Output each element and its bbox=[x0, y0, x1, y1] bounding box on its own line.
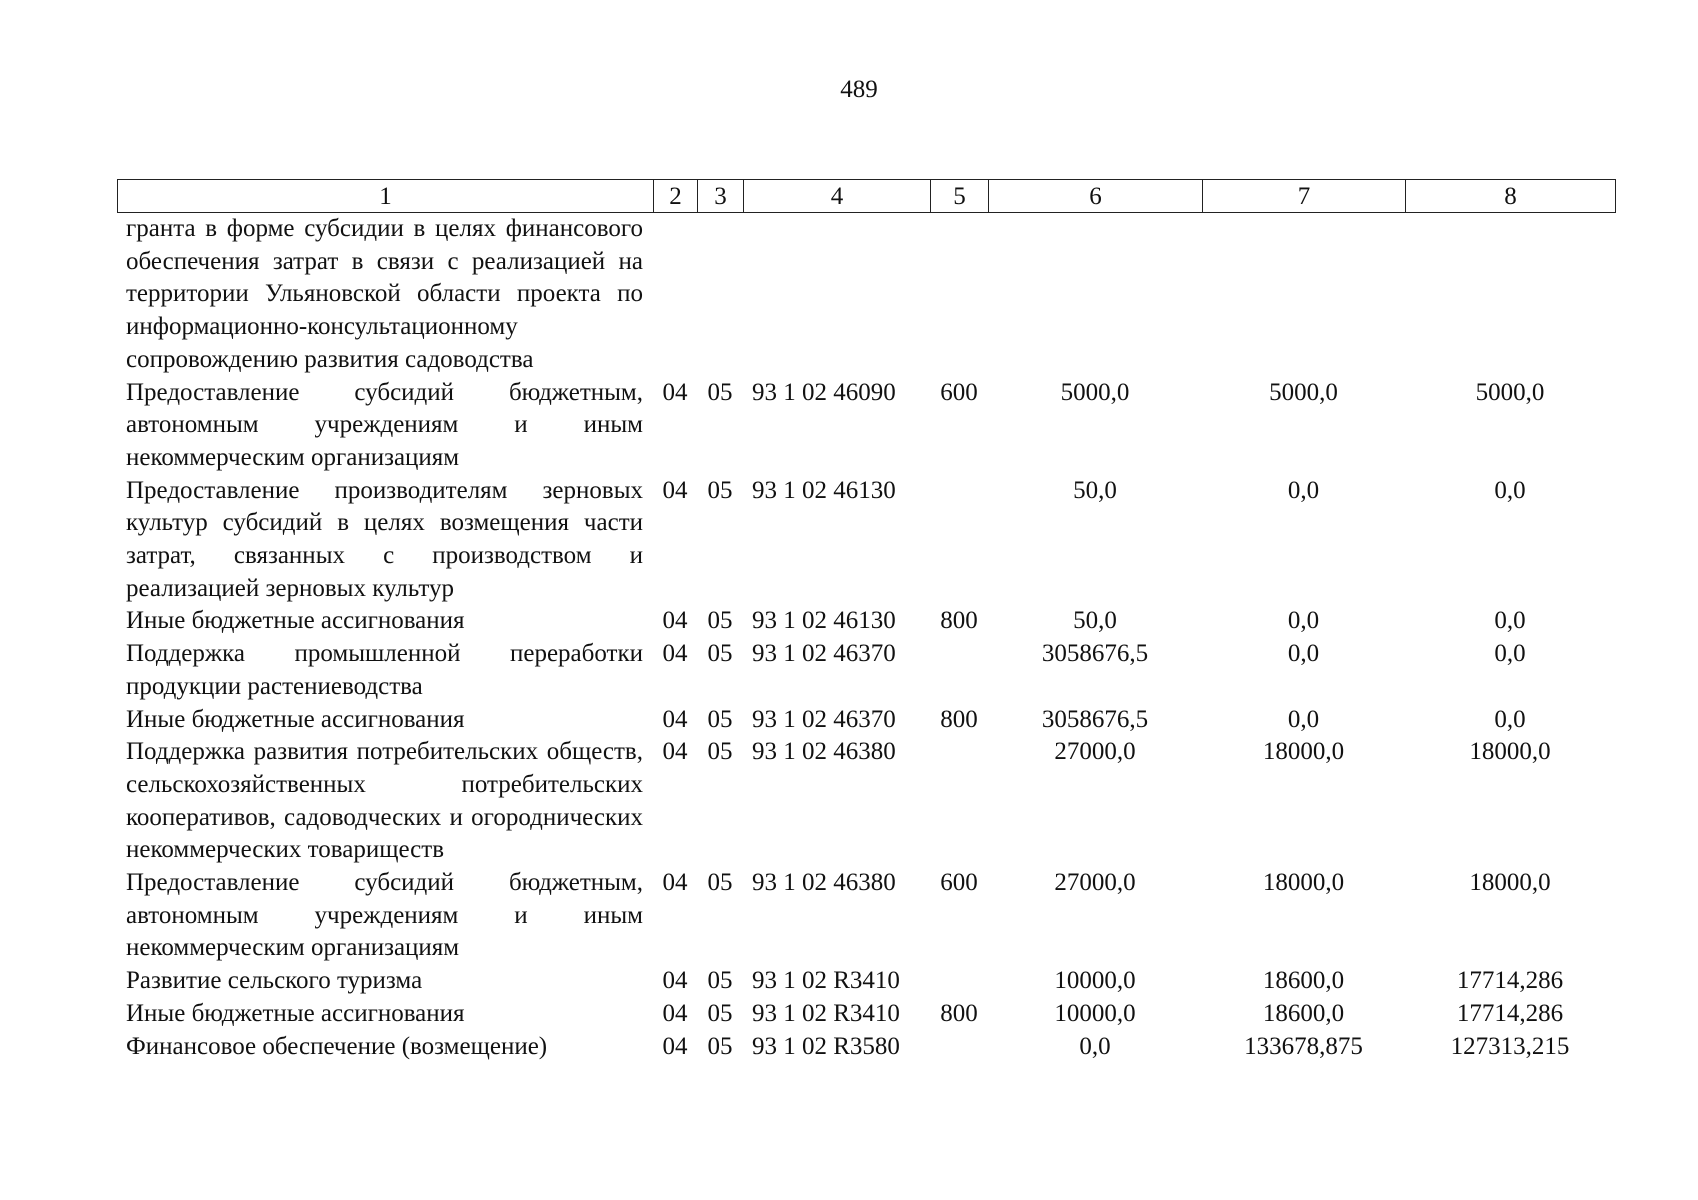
column-number-8: 8 bbox=[1406, 180, 1616, 213]
amount-col-8: 0,0 bbox=[1494, 476, 1526, 504]
amount-col-7: 133678,875 bbox=[1244, 1032, 1363, 1060]
subsection-code: 05 bbox=[707, 640, 733, 668]
section-code: 04 bbox=[662, 869, 688, 897]
section-code: 04 bbox=[662, 999, 688, 1027]
column-number-3: 3 bbox=[698, 180, 744, 213]
row-description: гранта в форме субсидии в целях финансового обеспечения затрат в связи с реализацией на территории Ульяновской области проекта по информационно-консультационному сопровождению развития садоводства bbox=[126, 215, 643, 373]
row-description: Иные бюджетные ассигнования bbox=[126, 705, 465, 733]
table-row bbox=[117, 998, 1615, 1031]
amount-col-8: 0,0 bbox=[1494, 705, 1526, 733]
expense-type-code: 600 bbox=[940, 378, 978, 406]
column-number-5: 5 bbox=[931, 180, 989, 213]
target-article-code: 93 1 02 46090 bbox=[752, 378, 896, 406]
section-code: 04 bbox=[662, 607, 688, 635]
amount-col-8: 0,0 bbox=[1494, 607, 1526, 635]
section-code: 04 bbox=[662, 705, 688, 733]
amount-col-6 bbox=[988, 213, 1202, 377]
amount-col-7: 0,0 bbox=[1287, 476, 1320, 504]
amount-col-8 bbox=[1405, 213, 1615, 377]
amount-col-8: 127313,215 bbox=[1450, 1032, 1570, 1060]
amount-col-8: 18000,0 bbox=[1469, 738, 1551, 766]
expense-type-code bbox=[930, 638, 988, 703]
row-description: Развитие сельского туризма bbox=[126, 967, 423, 995]
row-description: Поддержка развития потребительских обществ, сельскохозяйственных потребительских кооперативов, садоводческих и огороднических некоммерческих товариществ bbox=[126, 738, 643, 864]
table-row bbox=[117, 638, 1615, 703]
table-row bbox=[117, 475, 1615, 606]
amount-col-7: 0,0 bbox=[1287, 705, 1320, 733]
section-code: 04 bbox=[662, 378, 688, 406]
amount-col-6: 3058676,5 bbox=[1041, 640, 1149, 668]
amount-col-8: 0,0 bbox=[1494, 640, 1526, 668]
row-description: Финансовое обеспечение (возмещение) bbox=[126, 1032, 548, 1060]
amount-col-7: 18000,0 bbox=[1262, 869, 1345, 897]
column-number-4: 4 bbox=[744, 180, 931, 213]
subsection-code: 05 bbox=[707, 476, 733, 504]
expense-type-code bbox=[930, 1031, 988, 1064]
amount-col-8: 17714,286 bbox=[1456, 967, 1564, 995]
amount-col-7: 18000,0 bbox=[1262, 738, 1345, 766]
column-number-6: 6 bbox=[989, 180, 1203, 213]
column-number-2: 2 bbox=[654, 180, 698, 213]
section-code: 04 bbox=[662, 967, 688, 995]
target-article-code: 93 1 02 46380 bbox=[752, 738, 896, 766]
row-description: Поддержка промышленной переработки продукции растениеводства bbox=[126, 640, 643, 700]
target-article-code bbox=[743, 213, 930, 377]
table-row bbox=[117, 1031, 1615, 1064]
subsection-code bbox=[697, 213, 743, 377]
expense-type-code: 800 bbox=[940, 705, 978, 733]
expense-type-code: 600 bbox=[940, 869, 978, 897]
amount-col-6: 0,0 bbox=[1079, 1032, 1111, 1060]
amount-col-8: 18000,0 bbox=[1469, 869, 1551, 897]
subsection-code: 05 bbox=[707, 738, 733, 766]
table-row bbox=[117, 605, 1615, 638]
target-article-code: 93 1 02 46130 bbox=[752, 476, 896, 504]
subsection-code: 05 bbox=[707, 999, 733, 1027]
amount-col-6: 50,0 bbox=[1073, 607, 1117, 635]
column-number-7: 7 bbox=[1203, 180, 1406, 213]
amount-col-8: 5000,0 bbox=[1475, 378, 1545, 406]
amount-col-6: 10000,0 bbox=[1054, 999, 1136, 1027]
amount-col-6: 10000,0 bbox=[1054, 967, 1136, 995]
section-code: 04 bbox=[662, 738, 688, 766]
target-article-code: 93 1 02 R3580 bbox=[752, 1032, 900, 1060]
table-row bbox=[117, 736, 1615, 867]
row-description: Предоставление субсидий бюджетным, автономным учреждениям и иным некоммерческим организациям bbox=[126, 869, 643, 962]
column-number-header bbox=[117, 179, 1616, 213]
expense-type-code: 800 bbox=[940, 999, 978, 1027]
amount-col-6: 3058676,5 bbox=[1041, 705, 1149, 733]
section-code bbox=[653, 213, 697, 377]
subsection-code: 05 bbox=[707, 705, 733, 733]
section-code: 04 bbox=[662, 476, 688, 504]
expense-type-code bbox=[930, 965, 988, 998]
amount-col-7: 0,0 bbox=[1287, 640, 1320, 668]
section-code: 04 bbox=[662, 640, 688, 668]
target-article-code: 93 1 02 46370 bbox=[752, 640, 896, 668]
expense-type-code bbox=[930, 213, 988, 377]
table-row bbox=[117, 867, 1615, 965]
amount-col-7: 18600,0 bbox=[1262, 967, 1345, 995]
row-description: Иные бюджетные ассигнования bbox=[126, 999, 465, 1027]
target-article-code: 93 1 02 R3410 bbox=[752, 967, 900, 995]
row-description: Иные бюджетные ассигнования bbox=[126, 607, 465, 635]
amount-col-7 bbox=[1202, 213, 1405, 377]
expense-type-code bbox=[930, 736, 988, 867]
table-row bbox=[117, 704, 1615, 737]
subsection-code: 05 bbox=[707, 869, 733, 897]
target-article-code: 93 1 02 R3410 bbox=[752, 999, 900, 1027]
table-row bbox=[117, 965, 1615, 998]
amount-col-7: 5000,0 bbox=[1269, 378, 1338, 406]
subsection-code: 05 bbox=[707, 607, 733, 635]
amount-col-7: 0,0 bbox=[1287, 607, 1320, 635]
budget-table bbox=[117, 213, 1615, 1063]
target-article-code: 93 1 02 46370 bbox=[752, 705, 896, 733]
target-article-code: 93 1 02 46130 bbox=[752, 607, 896, 635]
amount-col-6: 27000,0 bbox=[1054, 738, 1136, 766]
page-number: 489 bbox=[840, 76, 878, 103]
section-code: 04 bbox=[662, 1032, 688, 1060]
amount-col-7: 18600,0 bbox=[1262, 999, 1345, 1027]
subsection-code: 05 bbox=[707, 378, 733, 406]
table-row bbox=[117, 213, 1615, 377]
amount-col-8: 17714,286 bbox=[1456, 999, 1564, 1027]
row-description: Предоставление производителям зерновых культур субсидий в целях возмещения части затрат, связанных с производством и реализацией зерновых культур bbox=[126, 476, 643, 602]
table-row bbox=[117, 377, 1615, 475]
expense-type-code bbox=[930, 475, 988, 606]
target-article-code: 93 1 02 46380 bbox=[752, 869, 896, 897]
column-number-1: 1 bbox=[118, 180, 654, 213]
amount-col-6: 5000,0 bbox=[1060, 378, 1130, 406]
amount-col-6: 50,0 bbox=[1073, 476, 1117, 504]
amount-col-6: 27000,0 bbox=[1054, 869, 1136, 897]
subsection-code: 05 bbox=[707, 1032, 733, 1060]
expense-type-code: 800 bbox=[940, 607, 978, 635]
row-description: Предоставление субсидий бюджетным, автономным учреждениям и иным некоммерческим организациям bbox=[126, 378, 643, 471]
subsection-code: 05 bbox=[707, 967, 733, 995]
